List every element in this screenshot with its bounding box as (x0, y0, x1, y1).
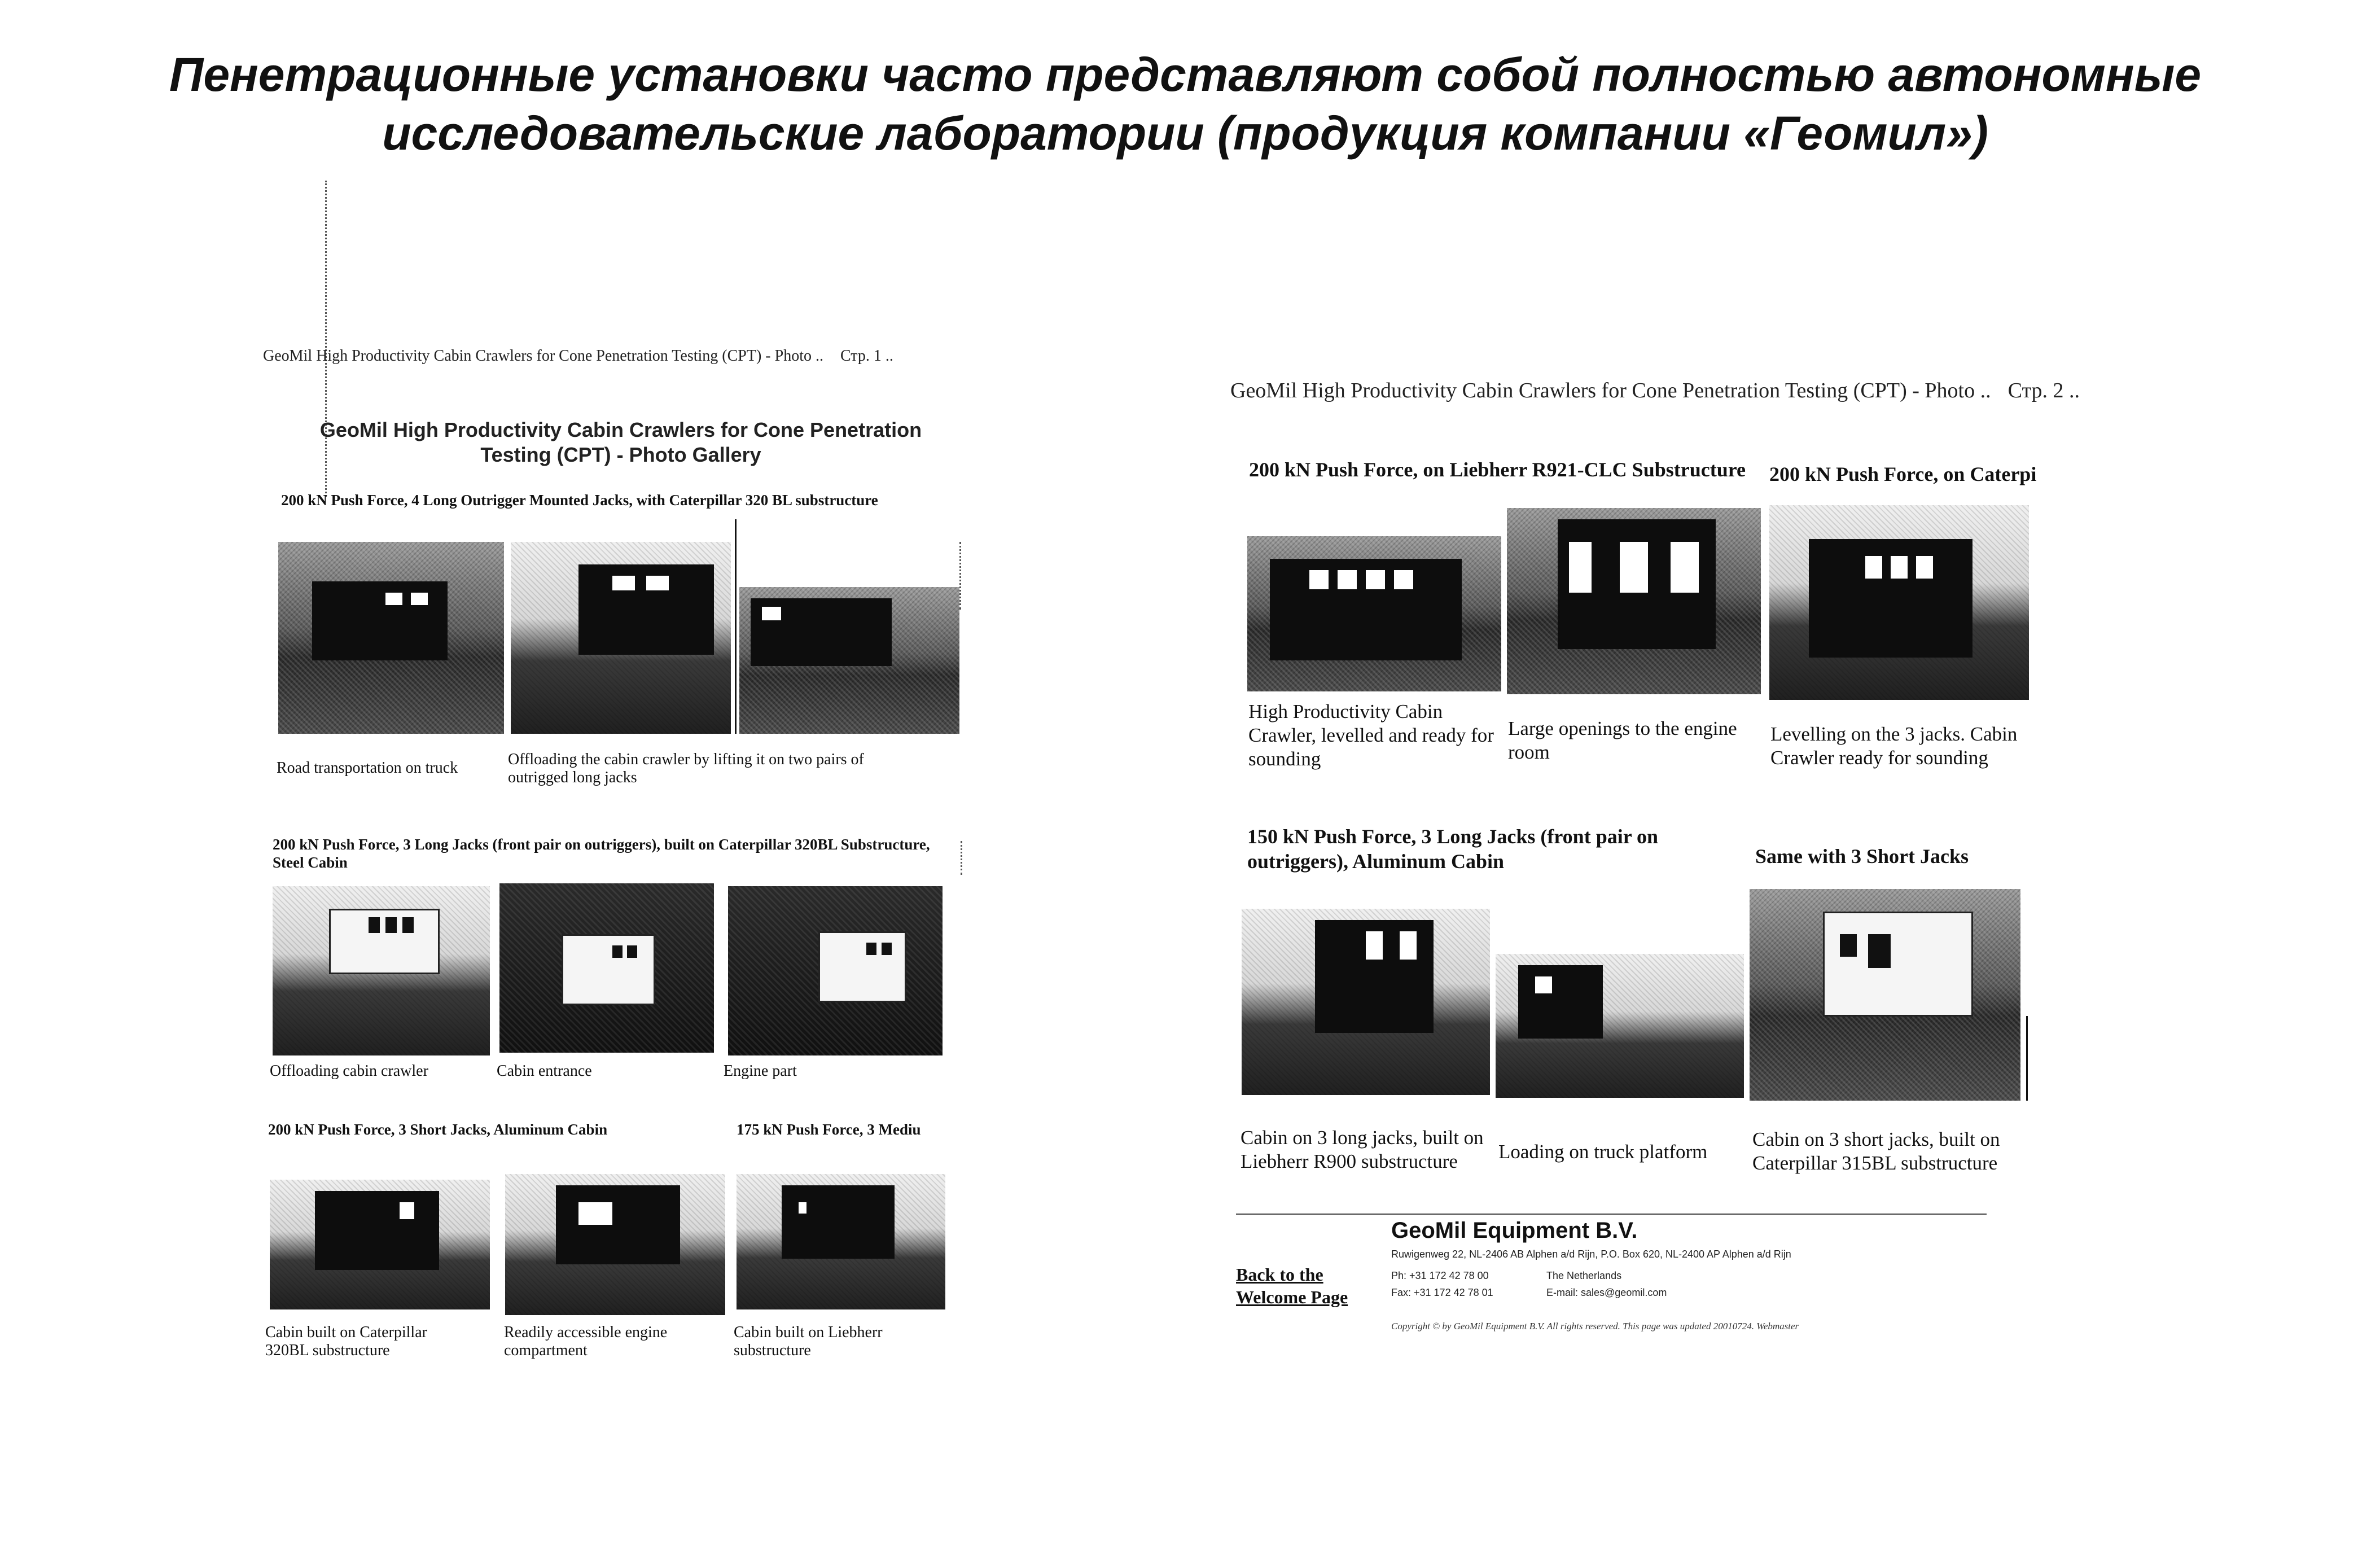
cabin-window (1366, 931, 1383, 960)
left-page-label: Стр. 1 .. (840, 347, 893, 365)
photo-levelled-cabin (1247, 536, 1501, 691)
company-country: The Netherlands (1546, 1270, 1622, 1281)
cabin-window (762, 607, 781, 620)
caption-engine-compartment: Readily accessible engine compartment (504, 1324, 668, 1359)
cabin-window (1338, 570, 1357, 589)
photo-truck-loading (1496, 954, 1744, 1098)
company-phone: Ph: +31 172 42 78 00 (1391, 1270, 1489, 1281)
cabin-window (1671, 542, 1699, 593)
cabin-window (411, 593, 428, 605)
photo-cabin-long-jacks (1242, 909, 1490, 1095)
caption-cabin-long-jacks: Cabin on 3 long jacks, built on Liebherr R900 substructure (1241, 1127, 1484, 1172)
cabin-window (612, 576, 635, 590)
cabin-shape (556, 1185, 680, 1264)
company-address: Ruwigenweg 22, NL-2406 AB Alphen a/d Rijn, P.O. Box 620, NL-2400 AP Alphen a/d Rijn (1391, 1249, 1791, 1260)
photo-cabin-entrance (499, 883, 714, 1053)
cabin-window (578, 1202, 612, 1225)
caption-levelling-jacks: Levelling on the 3 jacks. Cabin Crawler ready for sounding (1770, 723, 2018, 769)
cabin-shape (329, 909, 440, 974)
photo-divider (2026, 1016, 2028, 1101)
gallery-title: GeoMil High Productivity Cabin Crawlers for Cone Penetration Testing (CPT) - Photo Gallery (319, 418, 922, 466)
cabin-window (627, 945, 637, 958)
left-section2-heading: 200 kN Push Force, 3 Long Jacks (front pair on outriggers), built on Caterpillar 320BL Substructure, Steel Cabin (273, 836, 930, 871)
photo-cabin-cat320 (270, 1180, 490, 1309)
copyright-notice: Copyright © by GeoMil Equipment B.V. All rights reserved. This page was updated 20010724. Webmaster (1391, 1321, 1799, 1332)
cabin-shape (818, 931, 906, 1002)
company-email: E-mail: sales@geomil.com (1546, 1287, 1667, 1298)
photo-cabin-short-jacks (1750, 889, 2020, 1101)
cabin-window (1868, 934, 1891, 968)
photo-divider (735, 519, 737, 734)
right-section2-heading-b: Same with 3 Short Jacks (1755, 845, 1969, 868)
cabin-window (1620, 542, 1648, 593)
left-section3-heading-b: 175 kN Push Force, 3 Mediu (737, 1121, 921, 1138)
caption-cabin-entrance: Cabin entrance (497, 1062, 592, 1080)
company-fax: Fax: +31 172 42 78 01 (1391, 1287, 1493, 1298)
right-header-text: GeoMil High Productivity Cabin Crawlers for Cone Penetration Testing (CPT) - Photo .. (1230, 379, 1991, 402)
photo-offloading-jacks-2 (739, 587, 959, 734)
left-section3-heading-a: 200 kN Push Force, 3 Short Jacks, Aluminum Cabin (268, 1121, 608, 1138)
left-header-text: GeoMil High Productivity Cabin Crawlers for Cone Penetration Testing (CPT) - Photo .. (263, 347, 823, 365)
photo-engine-compartment (505, 1174, 725, 1315)
slide-title: Пенетрационные установки часто представляют собой полностью автономные исследовательские лаборатории (продукция компании «Геомил») (169, 48, 2202, 160)
caption-road-transport: Road transportation on truck (277, 759, 458, 777)
cabin-window (1394, 570, 1413, 589)
caption-offloading-cabin: Offloading cabin crawler (270, 1062, 428, 1080)
cabin-window (1891, 556, 1908, 579)
cabin-window (1309, 570, 1329, 589)
cabin-window (799, 1202, 806, 1214)
caption-truck-loading: Loading on truck platform (1498, 1141, 1708, 1163)
cabin-shape (315, 1191, 439, 1270)
scan-artifact-line (959, 542, 961, 610)
caption-engine-part: Engine part (724, 1062, 797, 1080)
photo-offloading-cabin (273, 886, 490, 1055)
photo-offloading-jacks (511, 542, 731, 734)
photo-truck-transport (278, 542, 504, 734)
cabin-shape (1518, 965, 1603, 1039)
left-section1-heading: 200 kN Push Force, 4 Long Outrigger Mounted Jacks, with Caterpillar 320 BL substructure (281, 492, 878, 509)
photo-engine-part (728, 886, 943, 1055)
caption-cabin-liebherr: Cabin built on Liebherr substructure (734, 1324, 883, 1359)
photo-engine-openings (1507, 508, 1761, 694)
cabin-window (1865, 556, 1882, 579)
cabin-window (1535, 976, 1552, 993)
cabin-window (866, 943, 876, 955)
caption-levelled-cabin: High Productivity Cabin Crawler, levelled and ready for sounding (1248, 700, 1494, 770)
cabin-window (1366, 570, 1385, 589)
cabin-window (385, 593, 402, 605)
cabin-window (402, 917, 414, 933)
cabin-shape (782, 1185, 895, 1259)
back-to-welcome-link[interactable]: Back to the Welcome Page (1236, 1264, 1348, 1307)
cabin-shape (562, 934, 655, 1005)
caption-cabin-cat320: Cabin built on Caterpillar 320BL substructure (265, 1324, 427, 1359)
cabin-window (400, 1202, 414, 1219)
company-name: GeoMil Equipment B.V. (1391, 1218, 1638, 1243)
cabin-window (1400, 931, 1417, 960)
right-section1-heading-a: 200 kN Push Force, on Liebherr R921-CLC Substructure (1249, 458, 1746, 481)
cabin-window (1569, 542, 1592, 593)
caption-offloading: Offloading the cabin crawler by lifting it on two pairs of outrigged long jacks (508, 751, 864, 786)
cabin-window (1840, 934, 1857, 957)
left-page-header (263, 347, 893, 365)
right-page-header (1230, 378, 2080, 403)
right-page-label: Стр. 2 .. (2007, 379, 2080, 402)
cabin-window (1916, 556, 1933, 579)
footer-divider (1236, 1214, 1987, 1215)
photo-cabin-liebherr (737, 1174, 945, 1309)
cabin-window (369, 917, 380, 933)
caption-cabin-short-jacks: Cabin on 3 short jacks, built on Caterpillar 315BL substructure (1752, 1128, 2000, 1174)
right-section1-heading-b: 200 kN Push Force, on Caterpi (1769, 463, 2037, 485)
cabin-window (882, 943, 892, 955)
cabin-window (646, 576, 669, 590)
cabin-shape (1823, 912, 1973, 1017)
caption-engine-openings: Large openings to the engine room (1508, 717, 1737, 763)
photo-levelling-jacks (1769, 505, 2029, 700)
right-section2-heading-a: 150 kN Push Force, 3 Long Jacks (front pair on outriggers), Aluminum Cabin (1247, 825, 1659, 873)
cabin-window (612, 945, 623, 958)
cabin-window (385, 917, 397, 933)
